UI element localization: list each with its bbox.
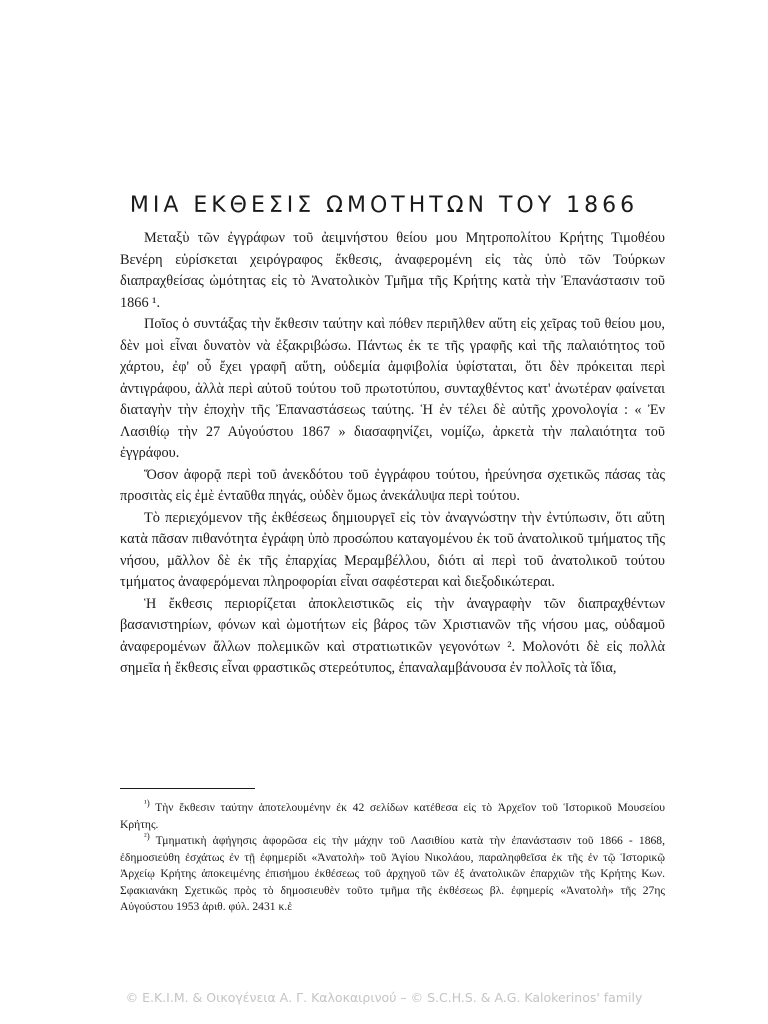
footnote-mark: ²) (144, 831, 150, 842)
copyright-footer: © Ε.Κ.Ι.Μ. & Οικογένεια Α. Γ. Καλοκαιρινού – © S.C.H.S. & A.G. Kalokerinos' family (125, 990, 643, 1005)
footnote-text: Τὴν ἔκθεσιν ταύτην ἀποτελουμένην ἐκ 42 σελίδων κατέθεσα εἰς τὸ Ἀρχεῖον τοῦ Ἱστορικοῦ Μουσείου Κρήτης. (120, 801, 665, 831)
footnote-mark: ¹) (144, 798, 150, 809)
footnote-text: Τμηματικὴ ἀφήγησις ἀφορῶσα εἰς τὴν μάχην τοῦ Λασιθίου κατὰ τὴν ἐπανάστασιν τοῦ 1866 - 1868, ἐδημοσιεύθη ἐσχάτως ἐν τῇ ἐφημερίδι «Ἀνατολὴ» τοῦ Ἁγίου Νικολάου, παραληφθεῖσα ἐκ τῆς ἐν τῷ Ἱστορικῷ Ἀρχείῳ Κρήτης ἀποκειμένης ἐπισήμου ἐκθέσεως τοῦ ἀρχηγοῦ τῶν ἐξ ἀνατολικῶν ἐπαρχιῶν τῆς Κρήτης Κων. Σφακιανάκη Σχετικῶς πρὸς τὸ δημοσιευθὲν τοῦτο τμῆμα τῆς ἐκθέσεως βλ. ἐφημερίς «Ἀνατολὴ» τῆς 27ης Αὐγούστου 1953 ἀριθ. φύλ. 2431 κ.ἑ (120, 834, 665, 913)
body-paragraph: Τὸ περιεχόμενον τῆς ἐκθέσεως δημιουργεῖ εἰς τὸν ἀναγνώστην τὴν ἐντύπωσιν, ὅτι αὕτη κατὰ πᾶσαν πιθανότητα ἐγράφη ὑπὸ προσώπου καταγομένου ἐκ τοῦ ἀνατολικοῦ τμήματος τῆς νήσου, μᾶλλον δὲ ἐκ τῆς ἐπαρχίας Μεραμβέλλου, διότι αἱ περὶ τοῦ ἀνατολικοῦ τούτου τμήματος ἀναφερόμεναι πληροφορίαι εἶναι σαφέστεραι καὶ διεξοδικώτεραι. (120, 509, 665, 590)
body-paragraph: Ὅσον ἀφορᾷ περὶ τοῦ ἀνεκδότου τοῦ ἐγγράφου τούτου, ἠρεύνησα σχετικῶς πάσας τὰς προσιτὰς εἰς ἐμὲ ἐνταῦθα πηγάς, οὐδὲν ὅμως ἀνεκάλυψα περὶ τούτου. (120, 466, 665, 504)
article-body (120, 228, 665, 680)
body-paragraph: Ἡ ἔκθεσις περιορίζεται ἀποκλειστικῶς εἰς τὴν ἀναγραφὴν τῶν διαπραχθέντων βασανιστηρίων, φόνων καὶ ὠμοτήτων εἰς βάρος τῶν Χριστιανῶν τῆς νήσου μας, οὐδαμοῦ ἀναφερομένων ἄλλων πολεμικῶν καὶ στρατιωτικῶν γεγονότων ². Μολονότι δὲ εἰς πολλὰ σημεῖα ἡ ἔκθεσις εἶναι φραστικῶς στερεότυπος, ἐπαναλαμβάνουσα ἐν πολλοῖς τὰ ἴδια, (120, 595, 665, 676)
footnote-1 (120, 800, 665, 833)
body-paragraph: Ποῖος ὁ συντάξας τὴν ἔκθεσιν ταύτην καὶ πόθεν περιῆλθεν αὕτη εἰς χεῖρας τοῦ θείου μου, δὲν μοὶ εἶναι δυνατὸν νὰ ἐξακριβώσω. Πάντως ἐκ τε τῆς γραφῆς καὶ τῆς παλαιότητος τοῦ χάρτου, ἐφ' οὗ ἔχει γραφῆ αὕτη, οὐδεμία ἀμφιβολία ὑφίσταται, ὅτι δὲν πρόκειται περὶ ἀντιγράφου, ἀλλὰ περὶ αὐτοῦ τούτου τοῦ πρωτοτύπου, συνταχθέντος κατ' ἀνωτέραν φαίνεται διαταγὴν τὴν ἐποχὴν τῆς Ἐπαναστάσεως ταύτης. Ἡ ἐν τέλει δὲ αὐτῆς χρονολογία : « Ἐν Λασιθίῳ τὴν 27 Αὐγούστου 1867 » διασαφηνίζει, νομίζω, ἀρκετὰ τὴν παλαιότητα τοῦ ἐγγράφου. (120, 316, 665, 461)
body-paragraph: Μεταξὺ τῶν ἐγγράφων τοῦ ἀειμνήστου θείου μου Μητροπολίτου Κρήτης Τιμοθέου Βενέρη εὑρίσκεται χειρόγραφος ἔκθεσις, ἀναφερομένη εἰς τὰς ὑπὸ τῶν Τούρκων διαπραχθείσας ὠμότητας εἰς τὸ Ἀνατολικὸν Τμῆμα τῆς Κρήτης κατὰ τὴν Ἐπανάστασιν τοῦ 1866 ¹. (120, 230, 665, 311)
footnote-2 (120, 833, 665, 916)
footnotes (120, 800, 665, 916)
article-title: ΜΙΑ ΕΚΘΕΣΙΣ ΩΜΟΤΗΤΩΝ ΤΟΥ 1866 (129, 192, 639, 218)
footnote-divider (120, 788, 255, 789)
